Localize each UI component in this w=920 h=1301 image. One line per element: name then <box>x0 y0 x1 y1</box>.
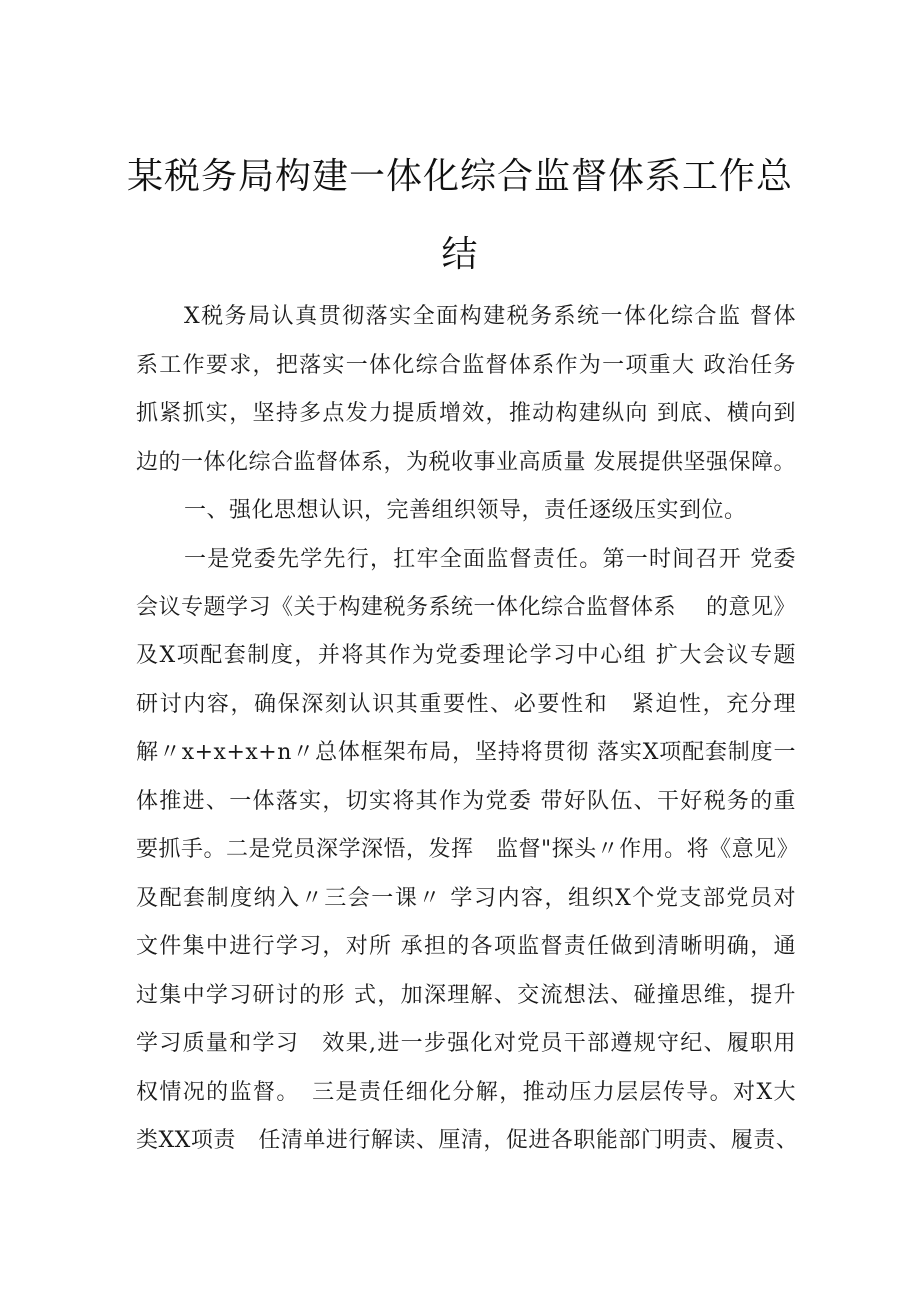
paragraph-line: 边的一体化综合监督体系，为税收事业高质量 发展提供坚强保障。 <box>136 450 796 475</box>
paragraph-line: 学习质量和学习 效果,进一步强化对党员干部遵规守纪、履职用 <box>136 1031 796 1056</box>
paragraph-line: 抓紧抓实，坚持多点发力提质增效，推动构建纵向 到底、横向到 <box>136 401 796 426</box>
paragraph-line: 会议专题学习《关于构建税务系统一体化综合监督体系 的意见》 <box>136 595 796 620</box>
document-title-line-2: 结 <box>441 234 479 275</box>
paragraph-line: 研讨内容，确保深刻认识其重要性、必要性和 紧迫性，充分理 <box>136 692 796 717</box>
paragraph-line: 体推进、一体落实，切实将其作为党委 带好队伍、干好税务的重 <box>136 789 796 814</box>
paragraph-line: 过集中学习研讨的形 式，加深理解、交流想法、碰撞思维，提升 <box>136 983 796 1008</box>
paragraph-line: 文件集中进行学习，对所 承担的各项监督责任做到清晰明确，通 <box>136 934 796 959</box>
paragraph-line: X税务局认真贯彻落实全面构建税务系统一体化综合监 督体 <box>184 304 796 329</box>
paragraph-line: 解〃x+x+x+n〃总体框架布局，坚持将贯彻 落实X项配套制度一 <box>136 740 796 765</box>
paragraph-line: 及配套制度纳入〃三会一课〃 学习内容，组织X个党支部党员对 <box>136 886 796 911</box>
document-title-line-1: 某税务局构建一体化综合监督体系工作总 <box>126 156 793 197</box>
paragraph-line: 权情况的监督。 三是责任细化分解，推动压力层层传导。对X大 <box>136 1080 796 1105</box>
paragraph-line: 类XX项责 任清单进行解读、厘清，促进各职能部门明责、履责、 <box>136 1128 799 1153</box>
paragraph-line: 一是党委先学先行，扛牢全面监督责任。第一时间召开 党委 <box>184 547 796 572</box>
paragraph-line: 要抓手。二是党员深学深悟，发挥 监督"探头〃作用。将《意见》 <box>136 837 800 862</box>
paragraph-line: 系工作要求，把落实一体化综合监督体系作为一项重大 政治任务 <box>136 353 796 378</box>
section-heading: 一、强化思想认识，完善组织领导，责任逐级压实到位。 <box>184 498 747 523</box>
paragraph-line: 及X项配套制度，并将其作为党委理论学习中心组 扩大会议专题 <box>136 643 796 668</box>
